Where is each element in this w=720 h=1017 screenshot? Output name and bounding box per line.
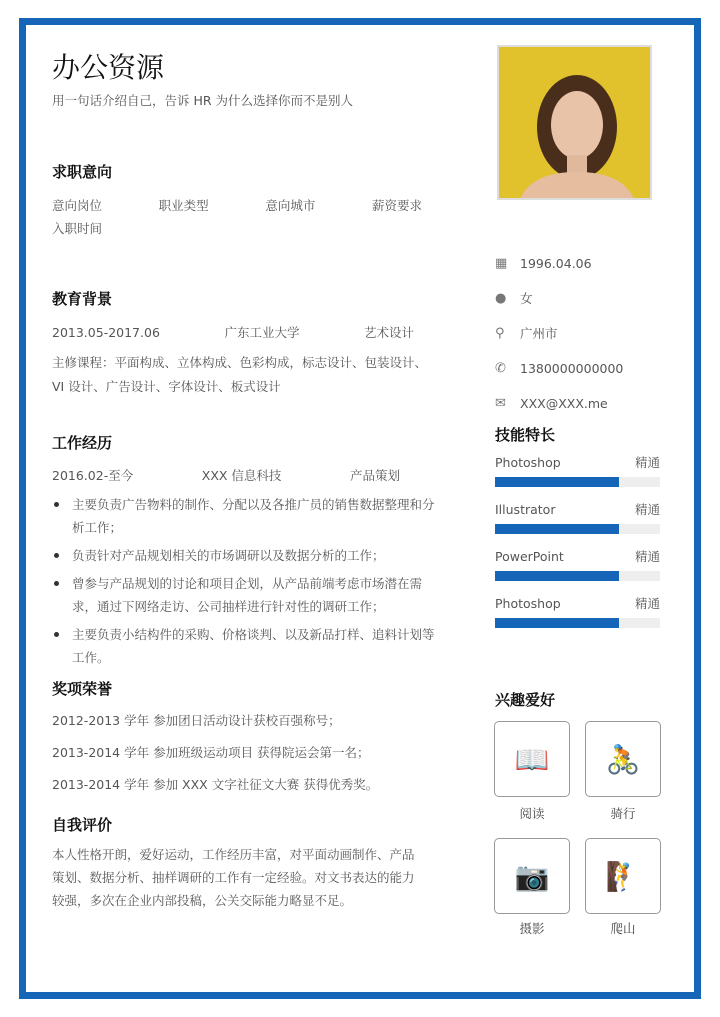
city: 广州市 [520,325,558,341]
awards-heading: 奖项荣誉 [52,680,113,698]
work-bullet: 主要负责小结构件的采购、价格谈判、以及新品打样、追料计划等工作。 [52,623,437,669]
intent-item: 薪资要求 [371,198,422,213]
skill-name: PowerPoint [495,549,564,564]
contact-birth [495,250,660,277]
education-row [52,323,414,343]
skill-level: 精通 [634,596,660,611]
education-major: 艺术设计 [363,325,414,340]
camera-icon: 📷 [494,838,570,914]
education-courses: 主修课程：平面构成、立体构成、色彩构成，标志设计、包装设计、VI 设计、广告设计、字体设计、板式设计 [52,355,428,394]
hobby-label: 摄影 [519,921,545,936]
intent-item: 意向城市 [265,198,316,213]
email: XXX@XXX.me [520,395,608,411]
skill-bar [495,618,660,628]
contact-phone [495,355,660,382]
intent-item: 入职时间 [52,221,103,236]
phone-number: 1380000000000 [520,360,624,376]
award-item: 2013-2014 学年 参加 XXX 文字社征文大赛 获得优秀奖。 [52,777,379,792]
hobbies-heading: 兴趣爱好 [495,691,556,709]
skills-heading: 技能特长 [495,426,556,444]
education-school: 广东工业大学 [224,325,300,340]
calendar-icon: ▦ [495,255,508,271]
skill-name: Illustrator [495,502,556,517]
skill-bar [495,524,660,534]
intent-items [52,196,422,216]
skill-level: 精通 [634,549,660,564]
intent-item: 意向岗位 [52,198,103,213]
person-icon: ● [495,290,507,306]
work-heading: 工作经历 [52,434,113,452]
skill-item [495,500,660,534]
education-heading: 教育背景 [52,290,113,308]
work-bullet: 曾参与产品规划的讨论和项目企划，从产品前端考虑市场潜在需求，通过下网络走访、公司抽样进行针对性的调研工作； [52,572,437,618]
contact-email [495,390,660,417]
education-period: 2013.05-2017.06 [52,325,160,340]
phone-icon: ✆ [495,360,506,376]
skill-bar-fill [495,618,619,628]
skill-item [495,594,660,628]
skill-bar-fill [495,524,619,534]
mail-icon: ✉ [495,395,506,411]
birth-date: 1996.04.06 [520,255,592,271]
work-bullet: 主要负责广告物料的制作、分配以及各推广员的销售数据整理和分析工作； [52,493,437,539]
contact-city [495,320,660,347]
work-bullet: 负责针对产品规划相关的市场调研以及数据分析的工作； [52,544,437,567]
work-period: 2016.02-至今 [52,468,134,483]
self-heading: 自我评价 [52,816,113,834]
page-title: 办公资源 [52,51,165,84]
skill-item [495,547,660,581]
award-item: 2012-2013 学年 参加团日活动设计获校百强称号； [52,713,341,728]
hobby-label: 爬山 [610,921,636,936]
award-item: 2013-2014 学年 参加班级运动项目 获得院运会第一名； [52,745,370,760]
skill-item [495,453,660,487]
side-column [495,250,660,641]
gender: 女 [520,290,533,306]
book-icon: 📖 [494,721,570,797]
intent-item: 职业类型 [158,198,209,213]
hobby-label: 阅读 [519,806,545,821]
skill-level: 精通 [634,502,660,517]
hobby-label: 骑行 [610,806,636,821]
skill-bar-fill [495,477,619,487]
skill-bar-fill [495,571,619,581]
intro-text: 用一句话介绍自己，告诉 HR 为什么选择你而不是别人 [52,93,354,108]
intent-heading: 求职意向 [52,163,113,181]
work-row [52,466,400,486]
climbing-icon: 🧗 [585,838,661,914]
cycling-icon: 🚴 [585,721,661,797]
skill-level: 精通 [634,455,660,470]
location-icon: ⚲ [495,325,505,341]
profile-photo [497,45,652,200]
skill-name: Photoshop [495,596,561,611]
work-company: XXX 信息科技 [201,468,282,483]
self-text: 本人性格开朗，爱好运动，工作经历丰富，对平面动画制作、产品策划、数据分析、抽样调研的工作有一定经验。对文书表达的能力较强，多次在企业内部投稿，公关交际能力略显不足。 [52,847,415,908]
work-role: 产品策划 [349,468,400,483]
skill-name: Photoshop [495,455,561,470]
skill-bar [495,571,660,581]
contact-gender [495,285,660,312]
skill-bar [495,477,660,487]
main-column [52,50,437,912]
